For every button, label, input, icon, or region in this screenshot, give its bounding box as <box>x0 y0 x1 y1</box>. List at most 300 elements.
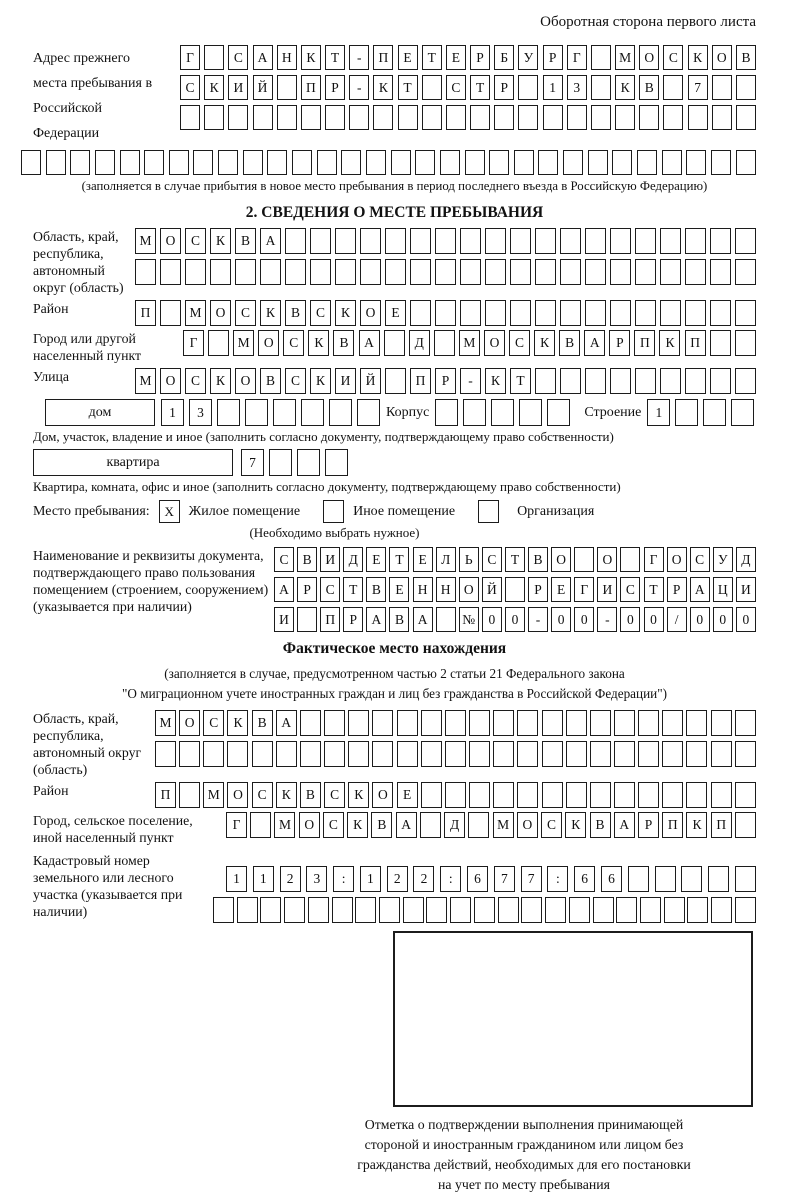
char-cell[interactable] <box>686 782 707 808</box>
char-cell[interactable] <box>463 399 486 426</box>
char-cell[interactable] <box>588 150 608 175</box>
char-cell[interactable]: 1 <box>360 866 381 892</box>
char-cell[interactable]: Р <box>667 577 687 602</box>
char-cell[interactable] <box>460 259 481 285</box>
char-cell[interactable]: Й <box>360 368 381 394</box>
char-cell[interactable] <box>635 259 656 285</box>
char-cell[interactable]: 0 <box>620 607 640 632</box>
char-cell[interactable] <box>685 228 706 254</box>
char-cell[interactable]: О <box>639 45 659 70</box>
char-cell[interactable] <box>421 741 442 767</box>
char-cell[interactable]: В <box>559 330 580 356</box>
char-cell[interactable] <box>711 710 732 736</box>
char-cell[interactable]: С <box>185 368 206 394</box>
char-cell[interactable] <box>213 897 234 923</box>
char-cell[interactable] <box>324 741 345 767</box>
char-cell[interactable]: П <box>320 607 340 632</box>
checkbox-residential[interactable]: X <box>159 500 180 523</box>
char-cell[interactable] <box>237 897 258 923</box>
char-cell[interactable]: Т <box>325 45 345 70</box>
char-cell[interactable] <box>493 710 514 736</box>
char-cell[interactable]: 1 <box>647 399 670 426</box>
char-cell[interactable] <box>538 150 558 175</box>
char-cell[interactable] <box>545 897 566 923</box>
char-cell[interactable] <box>510 259 531 285</box>
char-cell[interactable] <box>710 259 731 285</box>
char-cell[interactable]: М <box>459 330 480 356</box>
char-cell[interactable] <box>710 228 731 254</box>
char-cell[interactable]: О <box>179 710 200 736</box>
char-cell[interactable] <box>469 782 490 808</box>
char-cell[interactable] <box>510 228 531 254</box>
char-cell[interactable] <box>468 812 489 838</box>
char-cell[interactable] <box>297 449 320 476</box>
char-cell[interactable] <box>585 259 606 285</box>
char-cell[interactable]: О <box>667 547 687 572</box>
char-cell[interactable] <box>398 105 418 130</box>
char-cell[interactable] <box>397 741 418 767</box>
char-cell[interactable] <box>735 228 756 254</box>
char-cell[interactable] <box>285 259 306 285</box>
char-cell[interactable] <box>435 300 456 326</box>
char-cell[interactable] <box>542 782 563 808</box>
char-cell[interactable] <box>208 330 229 356</box>
char-cell[interactable] <box>547 399 570 426</box>
char-cell[interactable]: Г <box>574 577 594 602</box>
char-cell[interactable]: П <box>634 330 655 356</box>
char-cell[interactable]: Г <box>567 45 587 70</box>
char-cell[interactable]: М <box>135 368 156 394</box>
char-cell[interactable] <box>179 741 200 767</box>
char-cell[interactable] <box>155 741 176 767</box>
char-cell[interactable] <box>185 259 206 285</box>
char-cell[interactable]: Д <box>343 547 363 572</box>
char-cell[interactable] <box>560 228 581 254</box>
char-cell[interactable] <box>250 812 271 838</box>
char-cell[interactable]: А <box>413 607 433 632</box>
char-cell[interactable]: К <box>688 45 708 70</box>
char-cell[interactable]: Т <box>389 547 409 572</box>
char-cell[interactable]: - <box>460 368 481 394</box>
char-cell[interactable] <box>329 399 352 426</box>
char-cell[interactable] <box>688 105 708 130</box>
char-cell[interactable]: М <box>135 228 156 254</box>
char-cell[interactable]: С <box>235 300 256 326</box>
char-cell[interactable] <box>494 105 514 130</box>
char-cell[interactable] <box>662 710 683 736</box>
char-cell[interactable] <box>436 607 456 632</box>
char-cell[interactable]: Ц <box>713 577 733 602</box>
char-cell[interactable] <box>664 897 685 923</box>
char-cell[interactable]: 0 <box>574 607 594 632</box>
char-cell[interactable]: К <box>301 45 321 70</box>
char-cell[interactable] <box>285 228 306 254</box>
char-cell[interactable]: С <box>285 368 306 394</box>
char-cell[interactable] <box>385 368 406 394</box>
char-cell[interactable]: 1 <box>161 399 184 426</box>
char-cell[interactable]: В <box>297 547 317 572</box>
char-cell[interactable] <box>711 150 731 175</box>
char-cell[interactable] <box>422 105 442 130</box>
char-cell[interactable]: Е <box>446 45 466 70</box>
char-cell[interactable]: 1 <box>226 866 247 892</box>
char-cell[interactable]: С <box>252 782 273 808</box>
char-cell[interactable]: В <box>528 547 548 572</box>
char-cell[interactable] <box>711 741 732 767</box>
char-cell[interactable]: В <box>300 782 321 808</box>
char-cell[interactable]: С <box>274 547 294 572</box>
char-cell[interactable] <box>590 782 611 808</box>
char-cell[interactable] <box>372 741 393 767</box>
char-cell[interactable]: С <box>228 45 248 70</box>
char-cell[interactable] <box>685 259 706 285</box>
char-cell[interactable] <box>639 105 659 130</box>
char-cell[interactable]: - <box>597 607 617 632</box>
char-cell[interactable]: А <box>366 607 386 632</box>
char-cell[interactable] <box>590 741 611 767</box>
char-cell[interactable] <box>610 300 631 326</box>
char-cell[interactable]: 2 <box>387 866 408 892</box>
char-cell[interactable]: 0 <box>644 607 664 632</box>
char-cell[interactable]: К <box>373 75 393 100</box>
char-cell[interactable]: Р <box>638 812 659 838</box>
char-cell[interactable] <box>252 741 273 767</box>
char-cell[interactable] <box>614 782 635 808</box>
char-cell[interactable] <box>638 741 659 767</box>
char-cell[interactable] <box>434 330 455 356</box>
char-cell[interactable] <box>517 782 538 808</box>
char-cell[interactable] <box>517 710 538 736</box>
char-cell[interactable]: А <box>253 45 273 70</box>
char-cell[interactable]: И <box>274 607 294 632</box>
char-cell[interactable]: - <box>528 607 548 632</box>
char-cell[interactable]: Ь <box>459 547 479 572</box>
char-cell[interactable] <box>332 897 353 923</box>
checkbox-organization[interactable] <box>478 500 499 523</box>
char-cell[interactable] <box>489 150 509 175</box>
char-cell[interactable] <box>493 741 514 767</box>
char-cell[interactable] <box>415 150 435 175</box>
char-cell[interactable]: С <box>690 547 710 572</box>
apartment-field-box[interactable] <box>33 449 233 476</box>
char-cell[interactable] <box>735 897 756 923</box>
char-cell[interactable]: О <box>360 300 381 326</box>
char-cell[interactable] <box>253 105 273 130</box>
char-cell[interactable]: П <box>711 812 732 838</box>
char-cell[interactable]: К <box>308 330 329 356</box>
char-cell[interactable]: И <box>597 577 617 602</box>
char-cell[interactable]: О <box>160 368 181 394</box>
char-cell[interactable]: М <box>233 330 254 356</box>
char-cell[interactable] <box>591 45 611 70</box>
char-cell[interactable] <box>397 710 418 736</box>
char-cell[interactable]: О <box>484 330 505 356</box>
char-cell[interactable] <box>469 710 490 736</box>
char-cell[interactable] <box>662 150 682 175</box>
char-cell[interactable] <box>403 897 424 923</box>
char-cell[interactable]: В <box>590 812 611 838</box>
char-cell[interactable] <box>445 710 466 736</box>
char-cell[interactable] <box>218 150 238 175</box>
char-cell[interactable] <box>735 812 756 838</box>
char-cell[interactable] <box>638 782 659 808</box>
char-cell[interactable]: И <box>228 75 248 100</box>
char-cell[interactable] <box>169 150 189 175</box>
char-cell[interactable] <box>620 547 640 572</box>
char-cell[interactable] <box>324 710 345 736</box>
char-cell[interactable]: К <box>565 812 586 838</box>
char-cell[interactable]: 1 <box>543 75 563 100</box>
char-cell[interactable]: И <box>736 577 756 602</box>
char-cell[interactable] <box>300 710 321 736</box>
char-cell[interactable]: М <box>493 812 514 838</box>
char-cell[interactable]: Н <box>436 577 456 602</box>
char-cell[interactable]: С <box>310 300 331 326</box>
char-cell[interactable] <box>703 399 726 426</box>
char-cell[interactable] <box>193 150 213 175</box>
char-cell[interactable]: 3 <box>189 399 212 426</box>
char-cell[interactable] <box>349 105 369 130</box>
char-cell[interactable] <box>460 228 481 254</box>
char-cell[interactable] <box>663 75 683 100</box>
char-cell[interactable]: П <box>685 330 706 356</box>
char-cell[interactable] <box>465 150 485 175</box>
char-cell[interactable]: Д <box>444 812 465 838</box>
char-cell[interactable] <box>566 741 587 767</box>
char-cell[interactable] <box>711 782 732 808</box>
char-cell[interactable]: Т <box>343 577 363 602</box>
char-cell[interactable] <box>95 150 115 175</box>
char-cell[interactable]: М <box>274 812 295 838</box>
char-cell[interactable]: 6 <box>574 866 595 892</box>
char-cell[interactable] <box>308 897 329 923</box>
char-cell[interactable] <box>590 710 611 736</box>
char-cell[interactable] <box>310 228 331 254</box>
char-cell[interactable] <box>325 105 345 130</box>
char-cell[interactable]: К <box>204 75 224 100</box>
house-field-box[interactable] <box>45 399 155 426</box>
char-cell[interactable]: С <box>185 228 206 254</box>
char-cell[interactable] <box>292 150 312 175</box>
char-cell[interactable]: 0 <box>505 607 525 632</box>
char-cell[interactable] <box>420 812 441 838</box>
char-cell[interactable]: Р <box>609 330 630 356</box>
char-cell[interactable]: О <box>227 782 248 808</box>
char-cell[interactable]: А <box>614 812 635 838</box>
char-cell[interactable]: 6 <box>467 866 488 892</box>
char-cell[interactable]: М <box>185 300 206 326</box>
char-cell[interactable]: О <box>258 330 279 356</box>
char-cell[interactable]: С <box>663 45 683 70</box>
char-cell[interactable] <box>569 897 590 923</box>
char-cell[interactable] <box>341 150 361 175</box>
char-cell[interactable]: Е <box>413 547 433 572</box>
char-cell[interactable] <box>373 105 393 130</box>
char-cell[interactable]: К <box>686 812 707 838</box>
char-cell[interactable] <box>422 75 442 100</box>
char-cell[interactable] <box>635 300 656 326</box>
char-cell[interactable] <box>180 105 200 130</box>
char-cell[interactable]: У <box>713 547 733 572</box>
char-cell[interactable] <box>560 300 581 326</box>
char-cell[interactable] <box>217 399 240 426</box>
char-cell[interactable]: : <box>333 866 354 892</box>
char-cell[interactable]: П <box>662 812 683 838</box>
char-cell[interactable]: - <box>349 75 369 100</box>
char-cell[interactable] <box>493 782 514 808</box>
char-cell[interactable] <box>335 228 356 254</box>
char-cell[interactable] <box>277 75 297 100</box>
char-cell[interactable] <box>144 150 164 175</box>
char-cell[interactable]: О <box>160 228 181 254</box>
char-cell[interactable]: В <box>252 710 273 736</box>
char-cell[interactable]: С <box>620 577 640 602</box>
char-cell[interactable]: О <box>551 547 571 572</box>
char-cell[interactable] <box>446 105 466 130</box>
char-cell[interactable]: 7 <box>688 75 708 100</box>
char-cell[interactable] <box>593 897 614 923</box>
char-cell[interactable] <box>227 741 248 767</box>
char-cell[interactable] <box>735 782 756 808</box>
char-cell[interactable] <box>711 897 732 923</box>
char-cell[interactable]: А <box>276 710 297 736</box>
char-cell[interactable] <box>535 259 556 285</box>
char-cell[interactable]: К <box>347 812 368 838</box>
char-cell[interactable] <box>566 710 587 736</box>
char-cell[interactable]: В <box>260 368 281 394</box>
char-cell[interactable] <box>460 300 481 326</box>
char-cell[interactable] <box>485 228 506 254</box>
char-cell[interactable] <box>542 710 563 736</box>
char-cell[interactable] <box>637 150 657 175</box>
char-cell[interactable]: В <box>333 330 354 356</box>
char-cell[interactable]: Р <box>343 607 363 632</box>
char-cell[interactable] <box>616 897 637 923</box>
char-cell[interactable] <box>260 259 281 285</box>
char-cell[interactable] <box>635 368 656 394</box>
char-cell[interactable] <box>535 368 556 394</box>
char-cell[interactable] <box>662 782 683 808</box>
char-cell[interactable]: С <box>324 782 345 808</box>
char-cell[interactable] <box>485 300 506 326</box>
char-cell[interactable]: С <box>541 812 562 838</box>
char-cell[interactable] <box>660 300 681 326</box>
char-cell[interactable] <box>735 259 756 285</box>
char-cell[interactable] <box>310 259 331 285</box>
char-cell[interactable] <box>655 866 676 892</box>
char-cell[interactable]: - <box>349 45 369 70</box>
char-cell[interactable] <box>628 866 649 892</box>
char-cell[interactable] <box>348 710 369 736</box>
char-cell[interactable] <box>235 259 256 285</box>
char-cell[interactable] <box>535 300 556 326</box>
char-cell[interactable] <box>638 710 659 736</box>
char-cell[interactable]: Е <box>551 577 571 602</box>
char-cell[interactable]: П <box>135 300 156 326</box>
char-cell[interactable]: С <box>203 710 224 736</box>
char-cell[interactable] <box>566 782 587 808</box>
char-cell[interactable]: А <box>274 577 294 602</box>
char-cell[interactable]: Е <box>366 547 386 572</box>
char-cell[interactable]: М <box>203 782 224 808</box>
char-cell[interactable] <box>120 150 140 175</box>
char-cell[interactable] <box>355 897 376 923</box>
char-cell[interactable] <box>542 741 563 767</box>
char-cell[interactable] <box>426 897 447 923</box>
char-cell[interactable] <box>736 75 756 100</box>
char-cell[interactable]: Л <box>436 547 456 572</box>
char-cell[interactable] <box>435 399 458 426</box>
char-cell[interactable] <box>410 228 431 254</box>
char-cell[interactable]: К <box>260 300 281 326</box>
char-cell[interactable] <box>440 150 460 175</box>
char-cell[interactable]: О <box>299 812 320 838</box>
char-cell[interactable]: О <box>597 547 617 572</box>
char-cell[interactable] <box>445 741 466 767</box>
char-cell[interactable]: 0 <box>690 607 710 632</box>
char-cell[interactable] <box>317 150 337 175</box>
char-cell[interactable] <box>543 105 563 130</box>
char-cell[interactable] <box>21 150 41 175</box>
char-cell[interactable]: С <box>283 330 304 356</box>
char-cell[interactable]: О <box>517 812 538 838</box>
char-cell[interactable]: В <box>389 607 409 632</box>
char-cell[interactable]: 7 <box>241 449 264 476</box>
char-cell[interactable] <box>46 150 66 175</box>
char-cell[interactable] <box>610 368 631 394</box>
char-cell[interactable]: Т <box>422 45 442 70</box>
char-cell[interactable]: Р <box>435 368 456 394</box>
char-cell[interactable] <box>615 105 635 130</box>
char-cell[interactable]: Е <box>398 45 418 70</box>
char-cell[interactable]: 2 <box>413 866 434 892</box>
char-cell[interactable] <box>612 150 632 175</box>
char-cell[interactable]: О <box>210 300 231 326</box>
char-cell[interactable]: Е <box>385 300 406 326</box>
char-cell[interactable]: А <box>396 812 417 838</box>
char-cell[interactable] <box>160 300 181 326</box>
char-cell[interactable] <box>686 710 707 736</box>
char-cell[interactable] <box>660 259 681 285</box>
char-cell[interactable]: К <box>210 228 231 254</box>
char-cell[interactable] <box>276 741 297 767</box>
char-cell[interactable] <box>267 150 287 175</box>
char-cell[interactable] <box>335 259 356 285</box>
char-cell[interactable] <box>435 228 456 254</box>
char-cell[interactable]: В <box>371 812 392 838</box>
char-cell[interactable]: С <box>446 75 466 100</box>
char-cell[interactable]: П <box>301 75 321 100</box>
char-cell[interactable] <box>505 577 525 602</box>
char-cell[interactable]: А <box>584 330 605 356</box>
char-cell[interactable]: Г <box>644 547 664 572</box>
char-cell[interactable]: О <box>372 782 393 808</box>
checkbox-other-premises[interactable] <box>323 500 344 523</box>
char-cell[interactable] <box>591 105 611 130</box>
char-cell[interactable]: Е <box>389 577 409 602</box>
char-cell[interactable]: : <box>440 866 461 892</box>
char-cell[interactable]: С <box>320 577 340 602</box>
char-cell[interactable] <box>491 399 514 426</box>
char-cell[interactable]: А <box>690 577 710 602</box>
char-cell[interactable]: С <box>482 547 502 572</box>
char-cell[interactable] <box>450 897 471 923</box>
char-cell[interactable] <box>372 710 393 736</box>
char-cell[interactable] <box>210 259 231 285</box>
char-cell[interactable]: П <box>155 782 176 808</box>
char-cell[interactable] <box>610 228 631 254</box>
char-cell[interactable] <box>379 897 400 923</box>
